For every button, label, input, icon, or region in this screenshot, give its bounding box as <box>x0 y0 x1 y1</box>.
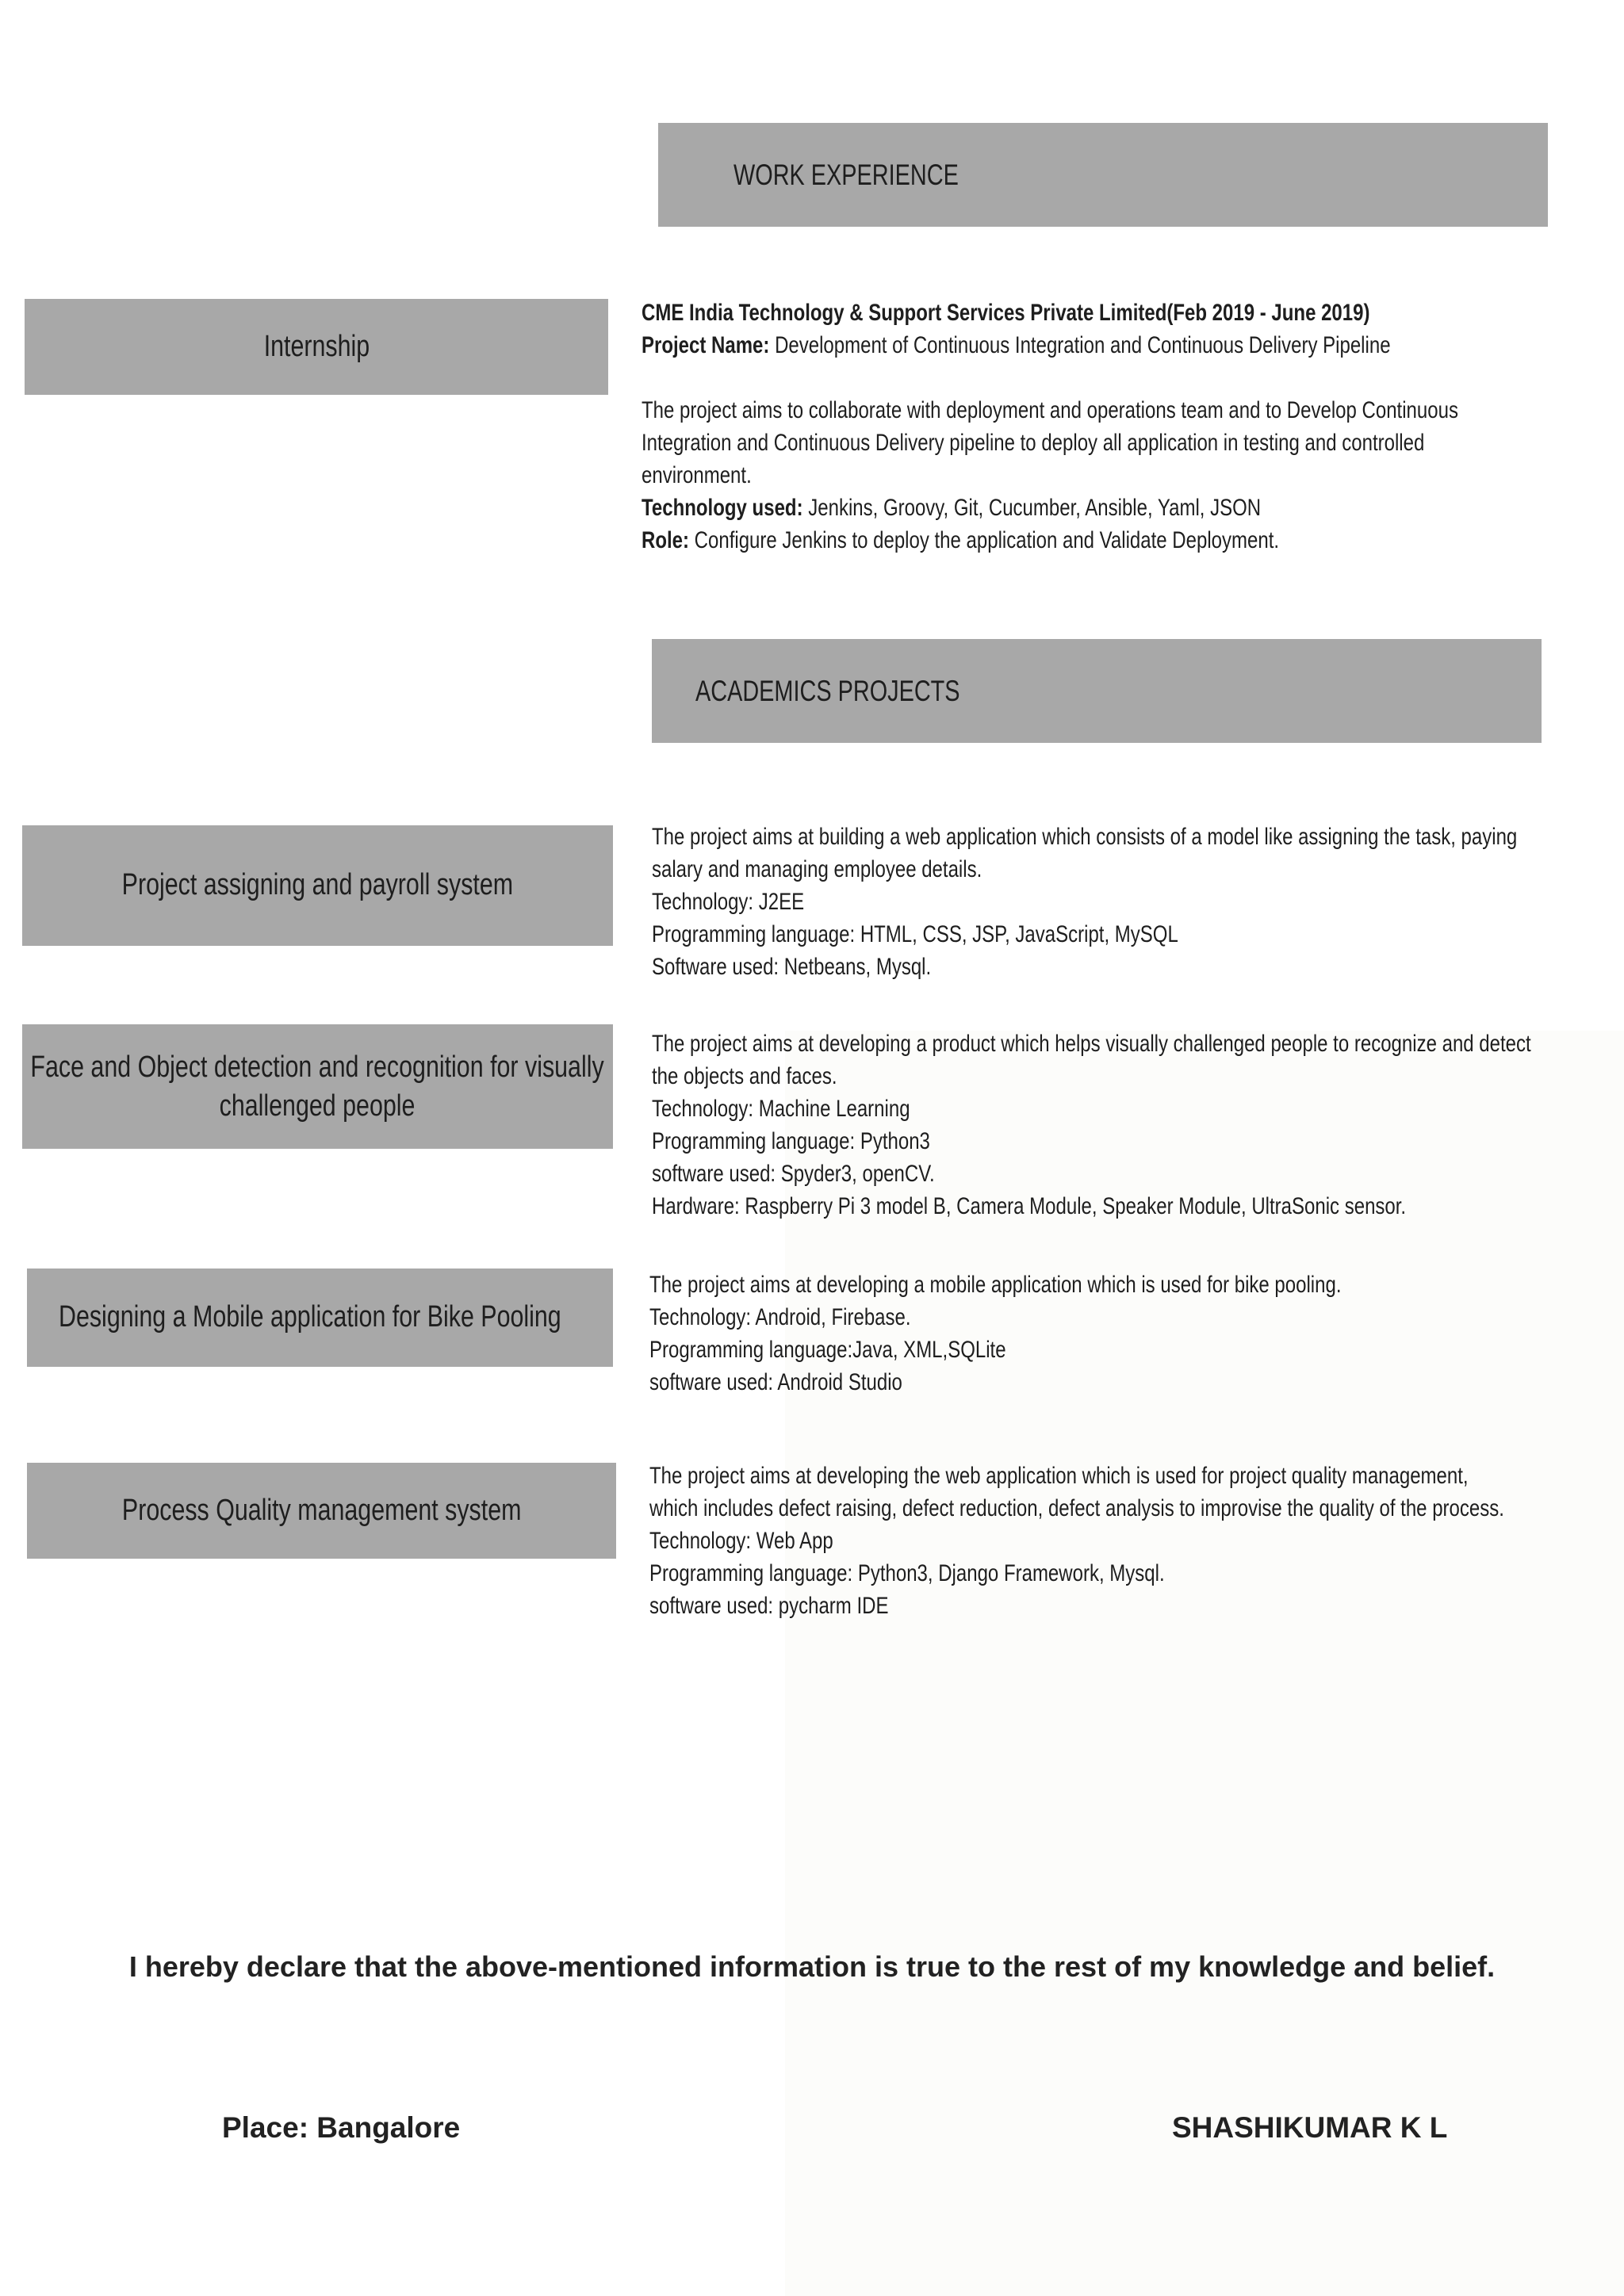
project-line: Technology: Web App <box>649 1528 833 1554</box>
project-label: Process Quality management system <box>121 1493 522 1527</box>
project-details <box>649 1460 1504 1622</box>
project-line: The project aims at building a web application which consists of a model like assigning the task, paying <box>652 824 1518 850</box>
internship-label: Internship <box>263 329 370 363</box>
technology-used-line: Technology used: Jenkins, Groovy, Git, Cucumber, Ansible, Yaml, JSON <box>642 495 1262 521</box>
project-line: Technology: Machine Learning <box>652 1096 910 1122</box>
project-line: Programming language: Python3 <box>652 1128 930 1154</box>
project-details <box>652 1027 1531 1223</box>
project-line: The project aims at developing a product which helps visually challenged people to recognize and detect <box>652 1031 1531 1057</box>
project-line: salary and managing employee details. <box>652 856 982 882</box>
project-label: Project assigning and payroll system <box>121 868 514 902</box>
project-label: Designing a Mobile application for Bike Pooling <box>59 1300 561 1334</box>
project-label: Face and Object detection and recognition for visually challenged people <box>30 1050 605 1123</box>
place-text: Place: Bangalore <box>222 2111 461 2144</box>
project-label-box <box>27 1269 613 1367</box>
project-line: which includes defect raising, defect reduction, defect analysis to improvise the quality of the process. <box>649 1495 1504 1521</box>
project-line: Programming language: HTML, CSS, JSP, JavaScript, MySQL <box>652 921 1178 947</box>
academics-heading: ACADEMICS PROJECTS <box>695 674 960 707</box>
project-line: Programming language: Python3, Django Framework, Mysql. <box>649 1560 1165 1586</box>
project-details <box>649 1269 1342 1399</box>
declaration-text: I hereby declare that the above-mentioned information is true to the rest of my knowledge and belief. <box>128 1950 1496 1983</box>
project-line: software used: Spyder3, openCV. <box>652 1161 935 1187</box>
work-experience-heading-box <box>658 123 1548 227</box>
project-label-box <box>27 1463 616 1559</box>
project-label-box <box>22 825 613 946</box>
internship-details <box>642 297 1458 557</box>
internship-description-line: environment. <box>642 462 752 488</box>
project-name-line: Project Name: Development of Continuous Integration and Continuous Delivery Pipeline <box>642 332 1391 358</box>
role-line: Role: Configure Jenkins to deploy the application and Validate Deployment. <box>642 527 1280 553</box>
project-label-box <box>22 1024 613 1149</box>
work-experience-heading: WORK EXPERIENCE <box>733 158 959 191</box>
project-line: The project aims at developing a mobile application which is used for bike pooling. <box>649 1272 1342 1298</box>
project-line: software used: Android Studio <box>649 1369 902 1395</box>
project-line: the objects and faces. <box>652 1063 837 1089</box>
internship-label-box <box>25 299 608 395</box>
internship-description-line: Integration and Continuous Delivery pipeline to deploy all application in testing and controlled <box>642 430 1425 456</box>
project-line: Technology: Android, Firebase. <box>649 1304 911 1330</box>
signature-name: SHASHIKUMAR K L <box>1172 2111 1448 2144</box>
project-details <box>652 821 1517 983</box>
academics-heading-box <box>652 639 1542 743</box>
internship-description-line: The project aims to collaborate with deployment and operations team and to Develop Continuous <box>642 397 1458 423</box>
project-line: The project aims at developing the web application which is used for project quality management, <box>649 1463 1469 1489</box>
project-line: Software used: Netbeans, Mysql. <box>652 954 932 980</box>
project-line: software used: pycharm IDE <box>649 1593 889 1619</box>
project-line: Hardware: Raspberry Pi 3 model B, Camera Module, Speaker Module, UltraSonic sensor. <box>652 1193 1407 1219</box>
project-line: Programming language:Java, XML,SQLite <box>649 1337 1006 1363</box>
project-line: Technology: J2EE <box>652 889 805 915</box>
company-line: CME India Technology & Support Services Private Limited(Feb 2019 - June 2019) <box>642 300 1370 326</box>
